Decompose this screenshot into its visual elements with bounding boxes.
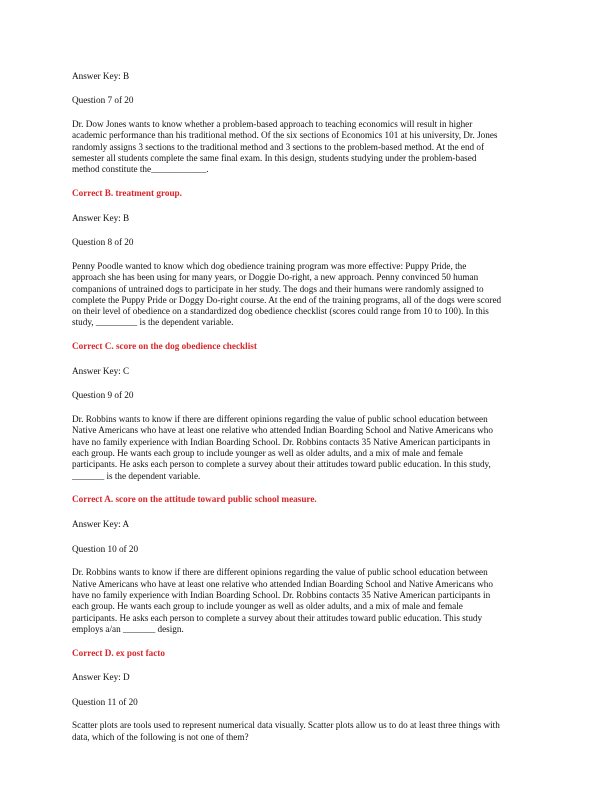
question-text-line: semester all students complete the same final exam. In this design, students studying under the problem-based [72, 152, 477, 163]
question-text-line: _______ is the dependent variable. [72, 470, 201, 481]
question-text [72, 567, 542, 635]
answer-key-label: Answer Key: C [72, 366, 130, 377]
question-number-label: Question 11 of 20 [72, 696, 138, 707]
question-text [72, 119, 542, 175]
question-text-line: Scatter plots are tools used to represent numerical data visually. Scatter plots allow us to do at least three things with [72, 720, 500, 731]
question-text-line: randomly assigns 3 sections to the traditional method and 3 sections to the problem-based method. At the end of [72, 141, 485, 152]
question-text-line: Dr. Dow Jones wants to know whether a problem-based approach to teaching economics will result in higher [72, 119, 473, 130]
question-text-line: participants. He asks each person to complete a survey about their attitudes toward public education. This study [72, 612, 483, 623]
question-number-label: Question 7 of 20 [72, 95, 134, 106]
question-number-label: Question 9 of 20 [72, 390, 134, 401]
question-number-label: Question 10 of 20 [72, 543, 139, 554]
question-text [72, 261, 542, 329]
answer-key-label: Answer Key: B [72, 71, 130, 81]
question-text-line: on their level of obedience on a standardized dog obedience checklist (scores could range from 10 to 100). In this [72, 306, 489, 317]
document-content [72, 71, 542, 756]
question-text-line: method constitute the____________. [72, 164, 209, 175]
question-text-line: companions of untrained dogs to participate in her study. The dogs and their humans were randomly assigned to [72, 283, 484, 294]
question-text-line: each group. He wants each group to include younger as well as older adults, and a mix of male and female [72, 448, 463, 459]
question-text-line: study, _________ is the dependent variable. [72, 317, 234, 328]
question-text-line: have no family experience with Indian Boarding School. Dr. Robbins contacts 35 Native American participants in [72, 589, 491, 600]
question-text-line: each group. He wants each group to include younger as well as older adults, and a mix of male and female [72, 601, 463, 612]
question-text-line: complete the Puppy Pride or Doggy Do-right course. At the end of the training programs, all of the dogs were scored [72, 294, 502, 305]
question-text-line: data, which of the following is not one of them? [72, 731, 249, 742]
question-text-line: Native Americans who have at least one relative who attended Indian Boarding School and Native Americans who [72, 425, 493, 436]
correct-answer-label: Correct C. score on the dog obedience checklist [72, 341, 257, 352]
correct-answer-label: Correct B. treatment group. [72, 188, 182, 199]
question-text-line: approach she has been using for many years, or Doggie Do-right, a new approach. Penny convinced 50 human [72, 272, 479, 283]
question-text-line: Dr. Robbins wants to know if there are different opinions regarding the value of public school education between [72, 414, 488, 425]
question-text-line: employs a/an _______ design. [72, 623, 184, 634]
question-text [72, 720, 542, 743]
answer-key-label: Answer Key: B [72, 212, 130, 223]
question-text-line: academic performance than his traditional method. Of the six sections of Economics 101 at his university, Dr. Jones [72, 130, 498, 141]
question-number-label: Question 8 of 20 [72, 237, 134, 248]
correct-answer-label: Correct A. score on the attitude toward public school measure. [72, 494, 317, 505]
question-text-line: Native Americans who have at least one relative who attended Indian Boarding School and Native Americans who [72, 578, 493, 589]
question-text-line: have no family experience with Indian Boarding School. Dr. Robbins contacts 35 Native American participants in [72, 436, 491, 447]
question-text [72, 414, 542, 482]
correct-answer-label: Correct D. ex post facto [72, 647, 165, 658]
question-text-line: participants. He asks each person to complete a survey about their attitudes toward public education. In this study, [72, 459, 491, 470]
question-text-line: Penny Poodle wanted to know which dog obedience training program was more effective: Puppy Pride, the [72, 260, 467, 271]
answer-key-label: Answer Key: D [72, 672, 130, 683]
question-text-line: Dr. Robbins wants to know if there are different opinions regarding the value of public school education between [72, 567, 488, 578]
answer-key-label: Answer Key: A [72, 519, 130, 530]
